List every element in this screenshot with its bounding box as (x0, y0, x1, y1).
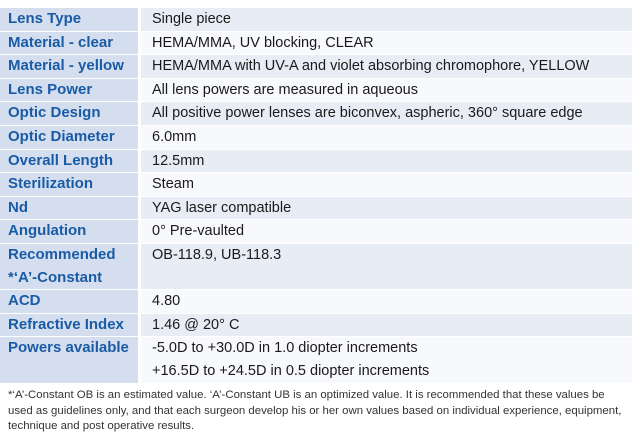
spec-value: 6.0mm (141, 126, 632, 149)
spec-value: HEMA/MMA, UV blocking, CLEAR (141, 32, 632, 55)
spec-label (0, 244, 138, 289)
spec-value (141, 337, 632, 382)
spec-value: All lens powers are measured in aqueous (141, 79, 632, 102)
spec-label: Material - yellow (0, 55, 138, 78)
spec-row-nd (0, 197, 632, 221)
spec-row-optic-design (0, 102, 632, 126)
spec-row-a-constant (0, 244, 632, 290)
spec-value-line: OB-118.9, UB-118.3 (152, 246, 282, 263)
spec-value: 1.46 @ 20° C (141, 314, 632, 337)
spec-value: 12.5mm (141, 150, 632, 173)
spec-value: All positive power lenses are biconvex, aspheric, 360° square edge (141, 102, 632, 125)
spec-label: Sterilization (0, 173, 138, 196)
spec-label: Optic Design (0, 102, 138, 125)
spec-row-refractive-index (0, 314, 632, 338)
spec-row-material-yellow (0, 55, 632, 79)
spec-value: YAG laser compatible (141, 197, 632, 220)
spec-label: Powers available (0, 337, 138, 382)
spec-value-line: -5.0D to +30.0D in 1.0 diopter increments (152, 340, 418, 357)
spec-label: Nd (0, 197, 138, 220)
footnote: *‘A’-Constant OB is an estimated value. ‘A’-Constant UB is an optimized value. It is recommended that these values be used as guidelines only, and that each surgeon develop his or her own values based on individual experience, equipment, technique and post operative results. (8, 389, 622, 432)
spec-value: Steam (141, 173, 632, 196)
spec-row-material-clear (0, 32, 632, 56)
spec-value: 0° Pre-vaulted (141, 220, 632, 243)
spec-row-lens-power (0, 79, 632, 103)
spec-row-optic-diameter (0, 126, 632, 150)
spec-value: HEMA/MMA with UV-A and violet absorbing chromophore, YELLOW (141, 55, 632, 78)
spec-row-angulation (0, 220, 632, 244)
spec-value: Single piece (141, 8, 632, 31)
spec-label: Optic Diameter (0, 126, 138, 149)
spec-label: Lens Type (0, 8, 138, 31)
spec-label-line: *‘A’-Constant (8, 268, 103, 286)
spec-row-acd (0, 290, 632, 314)
spec-label-line: Recommended (8, 245, 116, 263)
spec-label: Lens Power (0, 79, 138, 102)
spec-row-overall-length (0, 150, 632, 174)
spec-table (0, 8, 632, 384)
spec-value-line: +16.5D to +24.5D in 0.5 diopter increments (152, 362, 430, 379)
spec-row-lens-type (0, 8, 632, 32)
spec-row-powers-available (0, 337, 632, 383)
spec-value (141, 244, 632, 289)
spec-label: Overall Length (0, 150, 138, 173)
spec-label: ACD (0, 290, 138, 313)
spec-label: Angulation (0, 220, 138, 243)
spec-row-sterilization (0, 173, 632, 197)
spec-label: Refractive Index (0, 314, 138, 337)
spec-label: Material - clear (0, 32, 138, 55)
spec-value: 4.80 (141, 290, 632, 313)
